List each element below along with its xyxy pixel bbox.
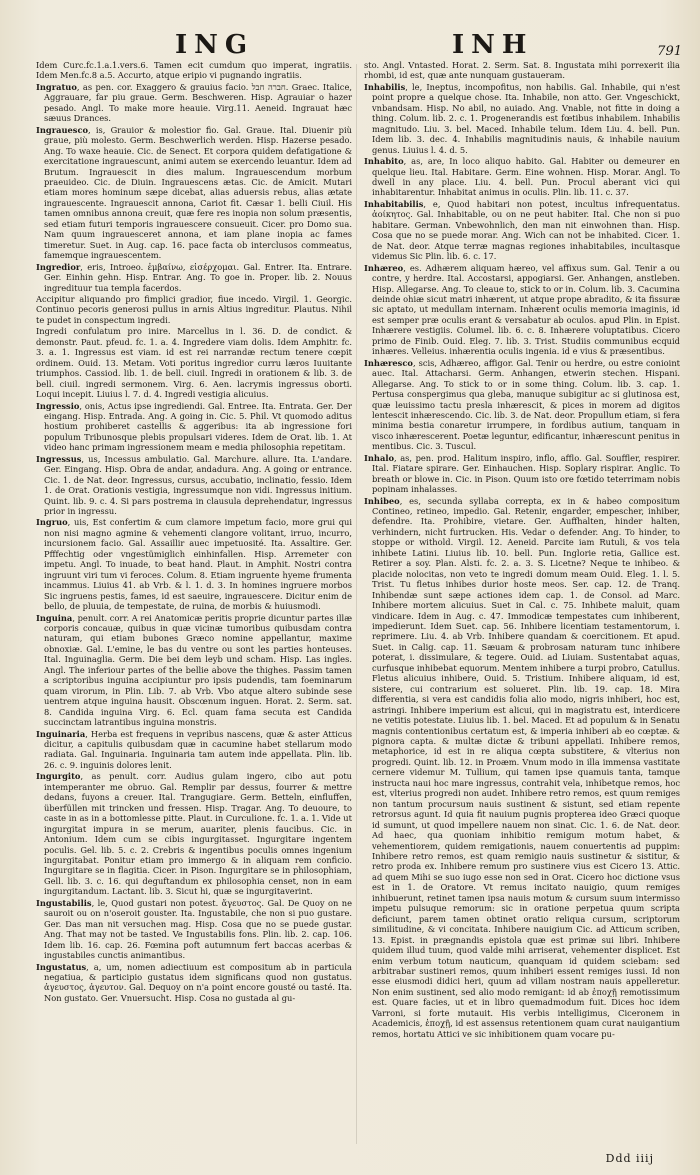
dictionary-entry [36, 326, 352, 399]
entry-headword: Ingressio [36, 400, 80, 411]
entry-text: , as, are, In loco aliquo habito. Gal. Habiter ou demeurer en quelque lieu. Ital. Habitare. Germ. Eine wohnen. Hisp. Morar. Angl. To dwell in any place. Liu. 4. bell. Pun. Procul aberant vici qui inhabitarentur. Inhabitat animus in oculis. Plin. lib. 11. c. 37. [372, 156, 680, 198]
entry-headword: Inguina [36, 612, 73, 623]
running-head-left: ING [175, 30, 255, 60]
dictionary-entry [364, 453, 680, 495]
entry-text: , es. Adhærem aliquam hæreo, vel affixus sum. Gal. Tenir a ou contre, y herdre. Ital. Accostarsi, appogiarsi. Ger. Anhangen, anstleben. Hisp. Allegarse. Ang. To cleaue to, stick to or in. Colum. lib. 3. Cacumina deinde ohiæ sicut matri inhærent, ut atque prope abradito, & ita fissuræ sic aptato, ut medullam internam. Inhærent oculis memoria imaginis, id est semper præ oculis erant & versabatur ab oculos. apud Plin. in Epist. Inhærere vestigiis. Columel. lib. 6. c. 8. Inhærere voluptatibus. Cicero primo de Finib. Ouid. Eleg. 7. lib. 3. Trist. Studiis communibus ecquid inhæres. Velleius. inhærentia oculis ingenia. id e vius & præsentibus. [372, 262, 680, 357]
dictionary-entry [36, 613, 352, 728]
entry-headword: Inhæreo [364, 262, 404, 273]
entry-text: , e, Quod habitari non potest, incultus infrequentatus. ἀοίκητος. Gal. Inhabitable, ou on ne peut habiter. Ital. Che non si puo habitare. German. Vnbewohnlich, den man nit einwohnen than. Hisp. Cosa que no se puede morar. Ang. Wich can not be inhabited. Cicer. 1. de Nat. deor. Atque terræ magnas regiones inhabitabiles, incultasque videmus Sic Plin. lib. 6. c. 17. [372, 198, 680, 262]
column-divider [356, 64, 357, 1144]
entry-text: Accipitur aliquando pro fimplici gradior, fiue incedo. Virgil. 1. Georgic. Continuo pecoris generosi pullus in arnis Altius ingreditur. Plautus. Nihil te pudet in conspectum ingredi. [36, 293, 352, 325]
dictionary-entry [36, 517, 352, 611]
dictionary-entry [36, 60, 352, 81]
dictionary-entry [36, 454, 352, 517]
dictionary-entry [36, 82, 352, 124]
entry-text: , is, Grauior & molestior fio. Gal. Graue. Ital. Diuenir più graue, più molesto. Germ. Beschwerlich werden. Hisp. Hazerse pesado. Ang. To waxe heauie. Cic. de Senect. Et corpora quidem defatigatione & exercitatione ingrauescunt, animi autem se exercendo leuantur. Idem ad Brutum. Ingrauescit in dies malum. Ingrauescendum morbum praeuideo. Cic. de Diuin. Ingrauescens ætas. Cic. de Amicit. Mutari etiam mores hominum sæpe dicebat, alias aduersis rebus, alias ætate ingrauescente. Ingrauescit annona, Cariot fit. Cæsar 1. belli Ciuil. His tamen omnibus annona creuit, quæ fere res inopia non solum præsentis, sed etiam futuri temporis ingrauescere consueuit. Cicer. pro Domo sua. Nam quum ingrauesceret annona, et iam plane inopia ac fames timeretur. Suet. in Aug. cap. 16. pace facta ob interclusos commeatus, famemque ingrauescentem. [44, 124, 352, 261]
dictionary-entry [364, 263, 680, 357]
dictionary-entry [364, 358, 680, 452]
dictionary-entry [364, 199, 680, 262]
entry-text: , le, Ineptus, incompofitus, non habilis. Gal. Inhabile, qui n'est point propre a quelque chose. Ita. Inhabile, non atto. Ger. Vngeschickt, vnbandsam. Hisp. No abil, no auiado. Ang. Vnable, not fitte in doing a thing. Colum. lib. 2. c. 1. Progenerandis est fœtibus inhabilem. Inhabilis magnitudo. Liu. 3. bel. Maced. Inhabile telum. Idem Liu. 4. bell. Pun. Idem lib. 3. dec. 4. Inhabilis magnitudinis nauis, & inhabile nauium genus. Liuius l. 4. d. 5. [372, 81, 680, 155]
entry-headword: Inhibeo [364, 495, 400, 506]
dictionary-entry [364, 82, 680, 155]
entry-headword: Inhalo [364, 452, 395, 463]
dictionary-entry [364, 156, 680, 198]
entry-headword: Inhabito [364, 156, 404, 167]
entry-headword: Inhabilis [364, 81, 406, 92]
signature-mark: Ddd iiij [605, 1152, 654, 1165]
entry-text: , onis, Actus ipse ingrediendi. Gal. Entree. Ita. Entrata. Ger. Der eingang. Hisp. Entrada. Ang. A going in. Cic. 5. Phil. Vt quomodo aditus hostium prohiberet castellis & aggeribus: ita ab ingressione fori populum Tribunosque plebis propulsari videres. Idem de Orat. lib. 1. At video hanc primam ingressionem meam e media philosophia repetitam. [44, 400, 352, 453]
entry-text: , as, pen. prod. Halitum inspiro, inflo, afflo. Gal. Souffler, respirer. Ital. Fiatare spirare. Ger. Einhauchen. Hisp. Soplary rispirar. Anglic. To breath or blowe in. Cic. in Pison. Quum isto ore fœtido teterrimam nobis popinam inhalasses. [372, 452, 680, 495]
entry-text: Idem Curc.fc.1.a.1.vers.6. Tamen ecit cumdum quo imperat, ingratiis. Idem Men.fc.8 a.5. Accurto, atque eripio vi pugnando ingratiis. [36, 60, 352, 81]
entry-headword: Ingressus [36, 453, 82, 464]
entry-text: , as penult. corr. Audius gulam ingero, cibo aut potu intemperanter me obruo. Gal. Remplir par dessus, fourrer & mettre dedans, fuyons a creuer. Ital. Trangugiare. Germ. Betteln, einfluffen, überfüllen mit trincken und fressen. Hisp. Tragar. Ang. To deuoure, to caste in as in a bottomlesse pitte. Plaut. in Curculione. fc. 1. a. 1. Vide ut ingurgitat impura in se merum, auariter, plenis faucibus. Cic. in Antonium. Idem cum se cibis ingurgitasset. Ingurgitare ingentem poculis. Gel. lib. 5. c. 2. Crebris & ingentibus poculis omnes ingenium ingurgitabat. Ponitur etiam pro immergo & in aliquam rem conficio. Ingurgitare se in flagitia. Cicer. in Pison. Ingurgitare se in philosophiam, Gell. lib. 3. c. 16. qui deguftandum ex philosophia censet, non in eam ingurgitandum. Lactant. lib. 3. Sicut hi, quæ se ingurgitaverint. [44, 771, 352, 897]
entry-headword: Inguinaria [36, 728, 86, 739]
dictionary-entry [36, 729, 352, 771]
dictionary-entry [36, 262, 352, 293]
entry-headword: Inhæresco [364, 357, 413, 368]
entry-text: , uis, Est confertim & cum clamore impetum facio, more grui qui non nisi magno agmine & vehementi clangore volitant, irruo, incurro, incursionem facio. Gal. Assaillir auec impetuosité. Ita. Assaltire. Ger. Pfffechtig oder vngestümiglich einhinfallen. Hisp. Arremeter con impetu. Angl. To inuade, to beat hand. Plaut. in Amphit. Nostri contra ingruunt viri tum vi feroces. Colum. 8. Etiam ingruente hyeme frumenta incammus. Liuius 41. ab Vrb. & l. 1. d. 3. In homines ingruere morbos Sic ingruens pestis, fames, id est saeuire, ingrauescere. Dicitur enim de bello, de pluuia, de tempestate, de ruina, de morbis & huiusmodi. [44, 517, 352, 612]
entry-text: , us, Incessus ambulatio. Gal. Marchure. allure. Ita. L'andare. Ger. Eingang. Hisp. Obra de andar, andadura. Ang. A going or entrance. Cic. 1. de Nat. deor. Ingressus, cursus, accubatio, inclinatio, fessio. Idem 1. de Orat. Orationis vestigia, ingressumque non vidi. Ingressus initium. Quint. lib. 9. c. 4. Si pars postrema in clausula deprehendatur, ingressus prior in ingressu. [44, 453, 352, 517]
dictionary-entry [36, 771, 352, 896]
entry-text: , a, um, nomen adiectiuum est compositum ab in particula negatiua, & participio gustatus idem significans quod non gustatus. ἀγευστος, ἀγευτον. Gal. Dequoy on n'a point encore gousté ou tasté. Ita. Non gustato. Ger. Vnuersucht. Hisp. Cosa no gustada al gu- [44, 961, 352, 1003]
dictionary-entry [36, 898, 352, 961]
entry-headword: Ingruo [36, 517, 68, 528]
entry-text: , eris, Introeo. ἐμβαίνω, εἰσέρχομαι. Gal. Entrer. Ita. Entrare. Ger. Einhin gehn. Hisp. Entrar. Ang. To goe in. Proper. lib. 2. Nouus ingredituur tua templa facerdos. [44, 261, 352, 293]
dictionary-entry [364, 60, 680, 81]
left-column [36, 60, 352, 1150]
entry-headword: Ingustabilis [36, 897, 92, 908]
entry-text: , scis, Adhæreo, affigor. Gal. Tenir ou herdre, ou estre conioint auec. Ital. Attacharsi. Germ. Anhangen, etwerin stechen. Hispani. Allegarse. Ang. To stick to or in some thing. Colum. lib. 3. cap. 1. Pertusa conspergimus qua gleba, manuque subigitur ac si glutinosa est, quæ leuissimo tactu presla inhærescit, & pices in morem ad digitos lentescit inhærescendo. Cic. lib. 3. de Nat. deor. Propullum etiam, si fera minima bestia conaretur irrumpere, in fordibus autium, tanquam in visco inhærescerent. Poetæ leguntur, edificantur, inhærescunt penitus in mentibus. Cic. 3. Tuscul. [372, 357, 680, 452]
dictionary-entry [364, 496, 680, 1040]
dictionary-entry [36, 401, 352, 453]
entry-headword: Inhabitabilis [364, 198, 424, 209]
entry-text: , penult. corr. A rei Anatomicæ peritis proprie dicuntur partes illæ corporis concauæ, quibus in quæ vicinæ tumoribus quibusdam contra naturam, qui etiam bubones Græco nomine appellantur, maxime obnoxiæ. Gal. L'emine, le bas du ventre ou sont les parties honteuses. Ital. Inguinaglia. Germ. Die bei dem leyb und scham. Hisp. Las ingles. Angl. The inferiour partes of the bellie above the thighes. Passim tamen a scriptoribus inguina accipiuntur pro ipsis pudendis, tam foeminarum quam virorum, in Plin. Lib. 7. ab Vrb. Vbo atque altero subinde sese uentrem atque inguina hausit. Obscœnum inguen. Horat. 2. Serm. sat. 8. Candida inguina Virg. 6. Ecl. quam fama secuta est Candida succinctam latrantibus inguina monstris. [44, 612, 352, 728]
entry-text: , le, Quod gustari non potest. ἄγευστος. Gal. De Quoy on ne sauroit ou on n'oseroit gouster. Ita. Ingustabile, che non si puo gustare. Ger. Das man nit versuchen mag. Hisp. Cosa que no se puede gustar. Ang. That may not be tasted. Ve Ingustabilis fons. Plin. lib. 2. cap. 106. Idem lib. 16. cap. 26. Fœmina poft autumnum fert baccas acerbas & ingustabiles cunctis animantibus. [44, 897, 352, 961]
entry-headword: Ingredior [36, 261, 81, 272]
entry-headword: Ingustatus [36, 961, 87, 972]
dictionary-entry [36, 962, 352, 1004]
running-head [0, 30, 700, 64]
entry-headword: Ingurgito [36, 771, 81, 782]
entry-text: , es, secunda syllaba correpta, ex in & habeo compositum Contineo, retineo, impedio. Gal. Retenir, engarder, empescher, inhiber, defendre. Ita. Prohibire, vietare. Ger. Auffhalten, hinder halten, verhindern, nicht furtrucken. His. Vedar o defender. Ang. To hinder, to stoppe or withold. Virgil. 12. Aeneid. Parcite iam Rutuli, & vos tela inhibete Latini. Liuius lib. 10. bell. Pun. Inglorie retia, Gallice est. Retirer a soy. Plan. Alsti. fc. 2. a. 3. S. Licetne? Neque te inhibeo. & placide nolocitas, non veto te ingredi domum meam Ouid. Eleg. 1. l. 5. Trist. Tu fletus inhibes durior hoste meos. Ser. cap. 12. de Tranq. Inhibendæ sunt sæpe actiones idem cap. 1. de Consol. ad Marc. Inhibere mortem alicuius. Suet in Cal. c. 75. Inhibete maluit, quam vindicare. Idem in Aug. c. 47. Immodicæ tempestates cum inhiberent, impedierunt. Idem Suet. cap. 56. Inhibere licentiam testamentorum, i. reprimere. Liu. 4. ab Vrb. Inhibere quandam & coercitionem. Et apud. Suet. in Calig. cap. 11. Sæuam & probrosam naturam tunc inhibere poterat, i. dissimulare, & tegere. Ouid. ad Liuiam. Sustentabat aquas, curfusque inhibebat equorum. Mentem inhibere a turpi probro, Catullus. Fletus alicuius inhibere, Ouid. 5. Tristium. Inhibere aliquam, id est, sistere, cui contrarium est solueret. Plin. lib. 19. cap. 18. Mira differentia, si vera est candidis folia alio modo, nigris inhiberi, hoc est, astringi. Inhibere imperium est alicui, qui in magistratu est, interdicere ne vetitis potestate. Liuius lib. 1. bel. Maced. Et ad populum & in Senatu magnis contentionibus certatum est, & imperia inhiberi ab eo cœptæ. & pignora capta. & multæ dictæ & tribuni appellati. Inhibere remos, metaphorice, id est in re aliqua cœpta substitere, & vlterius non progredi. Quint. lib. 12. in Proæm. Vnum modo in illa immensa vastitate cernere videmur M. Tullium, qui tamen ipse quamuis tanta, tamque instructa naui hoc mare ingressus, contrahit vela, inhibetque remos, hoc est, vlterius progredi non audet. Inhibere retro remos, est quum remiges non tantum procursum nauis sustinent & sistunt, sed etiam repente retrorsus agunt. Id quia fit nauium pugnis propterea ideo Græci quoque id sumunt, ut quod impellere nauem non sinat. Cic. 1. 6. de Nat. deor. Ad haec, qua quoniam inhibitio remigum motum habet, & vehementiorem, quidem remigationis, nauem conuertentis ad puppim: Inhibere retro remos, est quam remigio nauis sustinetur & sistitur, & retro proda ex. Inhibere remum pro sustinere vius est Cicero 13. Attic. ad quem Mihi se suo iugo esse non sed in Orat. Cicero hoc dictione vsus est in 1. de Oratore. Vt remus incitato nauigio, quum remiges inhibuerunt, retinet tamen ipsa nauis motum & cursum suum intermisso impetu pulsuque remorum: sic in oratione perpetua quum scripta deficiunt, parem tamen obtinet oratio reliqua cursum, scriptorum similitudine, & vi concitata. Inhibere nauigium Cic. ad Atticum scriben, 13. Epist. in prægnandis epistola quæ est primæ sui libri. Inhibere quidem illud tuum, quod valde mihi arriserat, vehementer displicet. Est enim verbum totum nauticum, quanquam id quidem sciebam: sed arbitrabar sustineri remos, quum inhiberi essent remiges iussi. Id non esse eiusmodi didici heri, quum ad villam nostram nauis appelleretur. Non enim sustinent, sed alio modo remigant: id ab ἐποχῇ remotissimum est. Quare facies, ut et in libro quemadmodum fuit. Dices hoc idem Varroni, si forte mutauit. His verbis intelligimus, Ciceronem in Academicis, ἐποχῇ, id est assensus retentionem quam curat nauigantium remos, hortatu Attici ve sic inhibitionem quam vocare pu- [372, 495, 680, 1039]
entry-text: Ingredi confulatum pro inire. Marcellus in l. 36. D. de condict. & demonstr. Paut. pfeud. fc. 1. a. 4. Ingredere viam dolis. Idem Amphitr. fc. 3. a. 1. Ingressus est viam. id est rei narrandæ rectum tenere cœpit ordinem. Ouid. 13. Metam. Voti poritus ingredior curru læros Iuuitante triumphos. Cassiod. lib. 1. de bell. ciuil. Ingredi in orationem & lib. 3. de bell. ciuil. ingredi sermonem. Virg. 6. Aen. lacrymis ingressus oborti. Loqui incepit. Liuius l. 7. d. 4. Ingredi vestigia alicuius. [36, 326, 352, 400]
right-column [364, 60, 680, 1150]
page-number: 791 [657, 44, 682, 59]
running-head-right: INH [452, 30, 534, 60]
entry-text: , as pen. cor. Exaggero & grauius facio. חברה חבל. Graec. Italice, Aggrauare, far piu graue. Germ. Beschweren. Hisp. Agrauiar o hazer pesado. Angl. To make more heauie. Virg.11. Aeneid. Ingrauat hæc sæuus Drances. [44, 81, 352, 124]
entry-text: , Herba est frequens in vepribus nascens, quæ & aster Atticus dicitur, a capitulis quibusdam quæ in cacumine habet stellarum modo radiata. Gal. Inguinaria. Inguinaria tam autem inde appellata. Plin. lib. 26. c. 9. inguinis dolores lenit. [44, 728, 352, 770]
entry-text: sto. Angl. Vntasted. Horat. 2. Serm. Sat. 8. Ingustata mihi porrexerit ilia rhombi, id est, quæ ante nunquam gustaueram. [364, 60, 680, 81]
dictionary-entry [36, 125, 352, 261]
dictionary-entry [36, 294, 352, 325]
entry-headword: Ingrauesco [36, 124, 89, 135]
entry-headword: Ingratuo [36, 81, 77, 92]
